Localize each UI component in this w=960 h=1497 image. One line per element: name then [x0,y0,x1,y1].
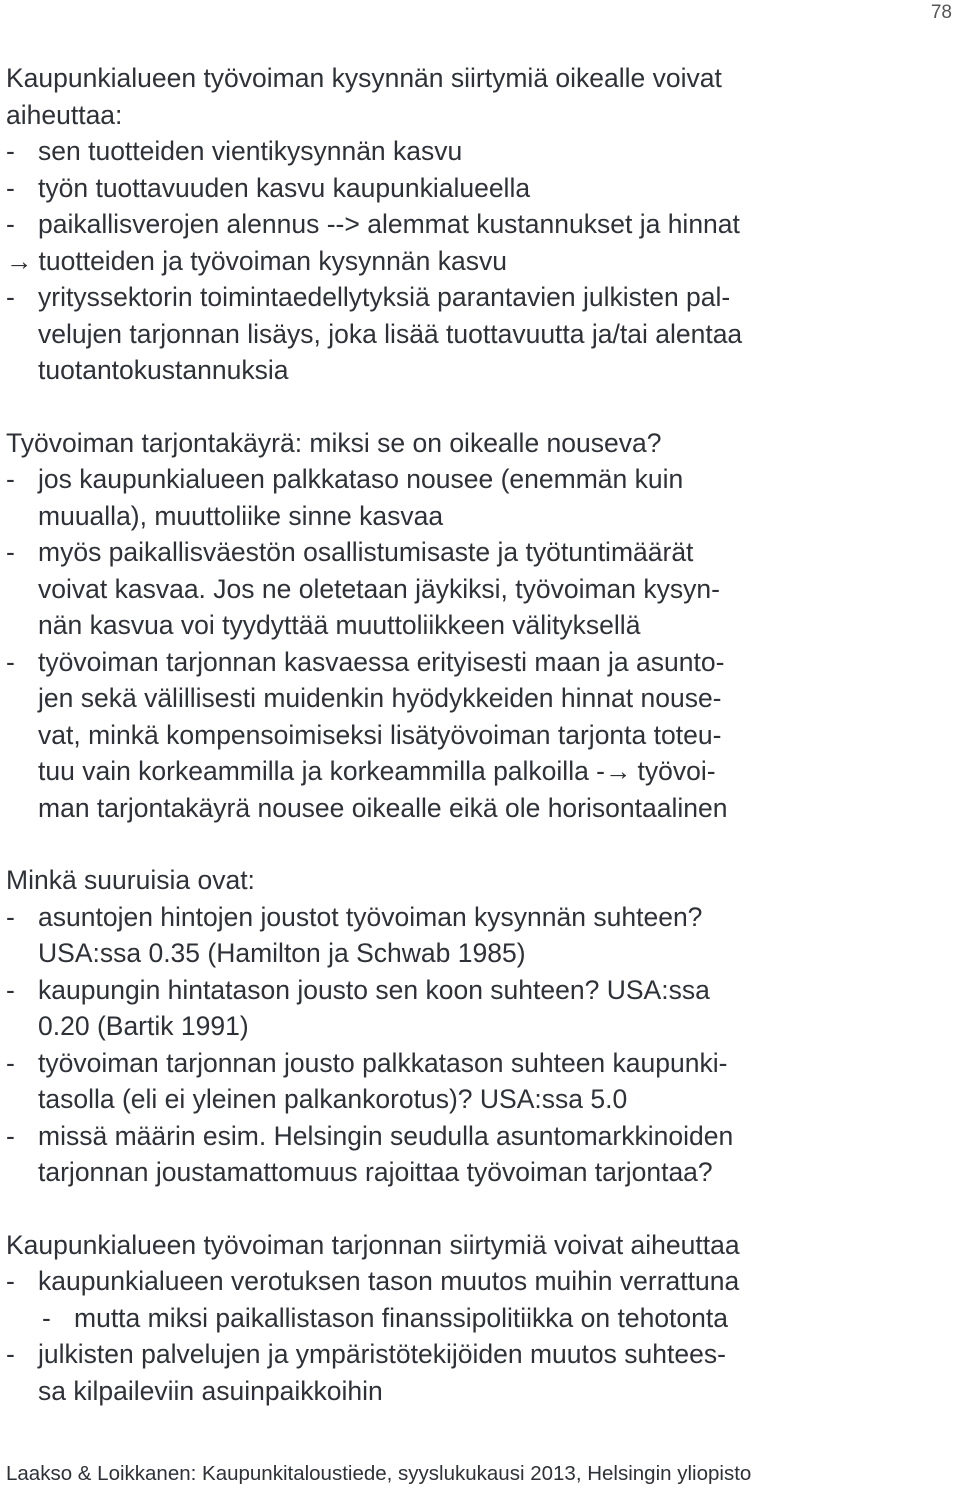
list-item [6,534,952,571]
list-item [6,972,952,1009]
list-item-text: työvoiman tarjonnan kasvaessa erityisesti maan ja asunto- [38,646,725,677]
list-item [6,1336,952,1373]
dash-marker: - [6,901,15,932]
dash-marker: - [6,464,15,494]
section-heading: Kaupunkialueen työvoiman kysynnän siirtymiä oikealle voivat [6,63,722,93]
list-item-continuation: vat, minkä kompensoimiseksi lisätyövoiman tarjonta toteu- [38,719,722,750]
document-body [6,60,952,1409]
dash-marker: - [6,974,15,1005]
list-item-text: sen tuotteiden vientikysynnän kasvu [38,136,463,166]
list-item-continuation: jen sekä välillisesti muidenkin hyödykkeiden hinnat nouse- [38,683,722,713]
list-item-continuation: 0.20 (Bartik 1991) [38,1011,249,1041]
line-text: työvoi- [637,756,716,786]
dash-marker: - [42,1302,51,1333]
list-item-text: jos kaupunkialueen palkkataso nousee (enemmän kuin [38,464,684,494]
dash-marker: - [6,537,15,567]
list-item [6,1045,952,1082]
list-item-text: julkisten palvelujen ja ympäristötekijöiden muutos suhtees- [38,1339,726,1369]
list-item-continuation: velujen tarjonnan lisäys, joka lisää tuottavuutta ja/tai alentaa [38,318,743,349]
list-item-text: paikallisverojen alennus --> alemmat kustannukset ja hinnat [38,209,740,239]
section-heading: Työvoiman tarjontakäyrä: miksi se on oikealle nouseva? [6,427,662,458]
list-item-text: mutta miksi paikallistason finanssipolitiikka on tehotonta [74,1302,728,1333]
list-item-text: kaupungin hintatason jousto sen koon suhteen? USA:ssa [38,974,710,1005]
section-heading: Minkä suuruisia ovat: [6,865,255,895]
list-item-continuation: man tarjontakäyrä nousee oikealle eikä ole horisontaalinen [38,792,728,823]
text-line: aiheuttaa: [6,99,123,130]
section-heading: Kaupunkialueen työvoiman tarjonnan siirtymiä voivat aiheuttaa [6,1229,740,1260]
list-item-continuation: tarjonnan joustamattomuus rajoittaa työvoiman tarjontaa? [38,1157,713,1187]
list-item [6,170,952,207]
dash-marker: - [6,1120,15,1151]
page-footer: Laakso & Loikkanen: Kaupunkitaloustiede, syyslukukausi 2013, Helsingin yliopisto [6,1462,752,1485]
arrow-line [6,243,952,280]
arrow-icon: → [605,756,632,786]
dash-marker: - [6,1266,15,1296]
list-item [6,133,952,170]
dash-marker: - [6,172,15,203]
dash-marker: - [6,282,15,312]
list-item-text: asuntojen hintojen joustot työvoiman kysynnän suhteen? [38,901,703,932]
list-item [6,899,952,936]
dash-marker: - [6,136,15,166]
list-item-continuation: sa kilpaileviin asuinpaikkoihin [38,1375,383,1406]
list-item [6,461,952,498]
list-item [6,1263,952,1300]
dash-marker: - [6,1339,15,1369]
list-item-text: työvoiman tarjonnan jousto palkkatason suhteen kaupunki- [38,1047,728,1078]
section-supply-curve [6,425,952,827]
list-item-continuation: tuotantokustannuksia [38,355,289,385]
list-item-continuation: USA:ssa 0.35 (Hamilton ja Schwab 1985) [38,938,526,968]
line-text: tuu vain korkeammilla ja korkeammilla palkoilla - [38,756,606,786]
list-item-continuation: nän kasvua voi tyydyttää muuttoliikkeen välityksellä [38,610,641,640]
list-item-text: missä määrin esim. Helsingin seudulla asuntomarkkinoiden [38,1120,734,1151]
list-item-continuation: tasolla (eli ei yleinen palkankorotus)? USA:ssa 5.0 [38,1084,628,1114]
dash-marker: - [6,646,15,677]
list-item [6,206,952,243]
list-item [6,279,952,316]
section-demand-shifts [6,60,952,389]
list-item [6,1118,952,1155]
list-item-continuation [6,753,952,790]
list-item-text: yrityssektorin toimintaedellytyksiä parantavien julkisten pal- [38,282,731,312]
dash-marker: - [6,1047,15,1078]
list-item-text: työn tuottavuuden kasvu kaupunkialueella [38,172,531,203]
arrow-icon: → [6,245,33,276]
section-supply-shifts [6,1227,952,1410]
list-item-continuation: muualla), muuttoliike sinne kasvaa [38,500,444,531]
section-elasticities [6,862,952,1191]
list-item [6,644,952,681]
list-item-continuation: voivat kasvaa. Jos ne oletetaan jäykiksi, työvoiman kysyn- [38,573,720,604]
list-item-text: kaupunkialueen verotuksen tason muutos muihin verrattuna [38,1266,740,1296]
arrow-line-text: tuotteiden ja työvoiman kysynnän kasvu [38,245,507,276]
sub-list-item [6,1300,952,1337]
dash-marker: - [6,209,15,239]
list-item-text: myös paikallisväestön osallistumisaste ja työtuntimäärät [38,537,694,567]
page-number: 78 [930,2,952,23]
